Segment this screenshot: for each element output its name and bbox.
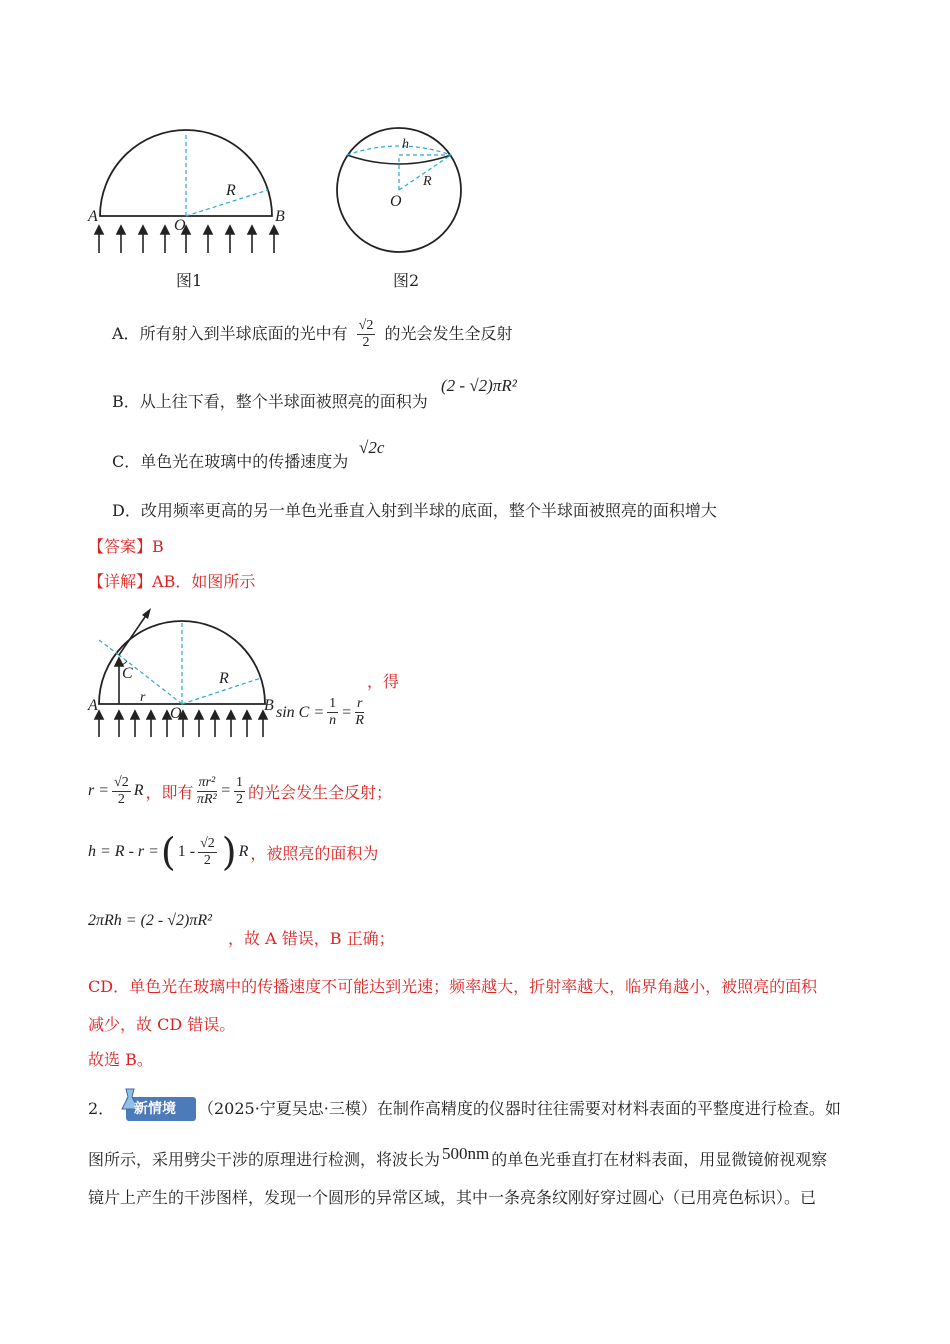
- option-text: 从上往下看，整个半球面被照亮的面积为: [139, 392, 428, 411]
- option-c-formula: √2c: [359, 438, 385, 457]
- fig2-label-h: h: [402, 137, 409, 152]
- area-text: ，故 A 错误，B 正确；: [228, 929, 395, 948]
- left-paren: (: [160, 830, 176, 874]
- r-text-2: 的光会发生全反射；: [247, 782, 392, 802]
- option-letter: D．: [112, 501, 141, 520]
- fig2-caption: 图2: [393, 271, 420, 290]
- answer-label: 【答案】: [88, 537, 153, 556]
- figure-1-hemisphere: [85, 125, 300, 260]
- fig1-caption: 图1: [176, 271, 203, 290]
- explanation-label: 【详解】: [88, 572, 153, 591]
- question-2-line-1: （2025·宁夏吴忠·三模）在制作高精度的仪器时往往需要对材料表面的平整度进行检查。如: [198, 1099, 841, 1118]
- fig3-label-a: A: [88, 697, 98, 714]
- fraction-numerator: √2: [200, 835, 215, 851]
- fig3-label-r-lower: r: [140, 690, 146, 705]
- fraction: [198, 836, 217, 869]
- fraction: [234, 775, 245, 808]
- h-inner: 1 -: [177, 843, 196, 860]
- fraction-denominator: 2: [203, 852, 211, 868]
- answer-value: B: [152, 537, 164, 556]
- cd-line-1: CD．单色光在玻璃中的传播速度不可能达到光速；频率越大，折射率越大，临界角越小，被照亮的面积: [88, 977, 818, 996]
- fraction: [355, 696, 364, 729]
- fraction: [357, 318, 376, 351]
- fig1-label-r: R: [226, 182, 236, 199]
- fig2-label-r: R: [423, 174, 432, 189]
- fraction-numerator: 1: [235, 774, 243, 790]
- question-2-line-3: 镜片上产生的干涉图样，发现一个圆形的异常区域，其中一条亮条纹刚好穿过圆心（已用亮色标识）。已: [88, 1188, 817, 1207]
- option-a: [112, 318, 512, 351]
- equals-sign: =: [341, 703, 352, 721]
- option-b: [112, 392, 428, 412]
- question-2-line-2a: 图所示，采用劈尖干涉的原理进行检测，将波长为: [88, 1150, 441, 1169]
- fraction-denominator: R: [355, 713, 364, 728]
- h-lhs: h = R - r =: [88, 843, 159, 860]
- question-2-line-2b: 的单色光垂直打在材料表面，用显微镜俯视观察: [491, 1150, 828, 1169]
- area-formula: 2πRh = (2 - √2)πR²: [88, 912, 212, 929]
- fraction: [112, 775, 131, 808]
- fraction: [327, 696, 338, 729]
- h-equation: [88, 826, 378, 878]
- sin-lhs: sin C =: [276, 703, 325, 721]
- option-text: 单色光在玻璃中的传播速度为: [140, 452, 349, 471]
- h-text: ，被照亮的面积为: [250, 843, 379, 863]
- answer-line: [88, 537, 164, 557]
- fig3-label-o: O: [170, 705, 182, 722]
- r-r: R: [133, 782, 144, 799]
- fraction-numerator: 1: [329, 696, 337, 711]
- r-equation: [88, 767, 392, 815]
- fig1-label-b: B: [275, 208, 285, 225]
- option-letter: C．: [112, 452, 141, 471]
- fraction-denominator: πR²: [196, 791, 217, 807]
- new-situation-badge: [118, 1087, 196, 1127]
- fraction: [197, 775, 218, 808]
- option-letter: A．: [112, 324, 140, 343]
- explanation-intro: [88, 572, 255, 592]
- wavelength: 500nm: [442, 1144, 490, 1163]
- option-letter: B．: [112, 392, 140, 411]
- badge-label: 新情境: [134, 1101, 176, 1117]
- sin-equation: [276, 696, 367, 729]
- area-equation: [88, 912, 212, 930]
- figure-3-ray-diagram: [85, 600, 280, 740]
- h-r: R: [238, 843, 249, 860]
- fraction-denominator: n: [329, 713, 337, 728]
- option-text: 改用频率更高的另一单色光垂直入射到半球的底面，整个半球面被照亮的面积增大: [140, 501, 717, 520]
- fraction-denominator: 2: [117, 791, 125, 807]
- explanation-intro-text: AB．如图所示: [152, 572, 256, 591]
- r-lhs: r =: [88, 782, 110, 799]
- de-text: ，得: [367, 672, 400, 691]
- fraction-numerator: πr²: [198, 774, 216, 790]
- option-text: 所有射入到半球底面的光中有: [139, 324, 348, 343]
- question-2-line-2: [88, 1144, 828, 1170]
- question-2-number: 2．: [88, 1099, 115, 1118]
- equals-sign: =: [220, 782, 231, 799]
- fig3-label-b: B: [264, 697, 274, 714]
- fraction-numerator: √2: [114, 774, 129, 790]
- r-text: ，即有: [145, 782, 194, 802]
- fraction-denominator: 2: [362, 335, 370, 350]
- fraction-numerator: r: [356, 696, 363, 711]
- fig1-label-a: A: [88, 208, 98, 225]
- cd-line-2: 减少，故 CD 错误。: [88, 1015, 236, 1034]
- conclusion: 故选 B。: [88, 1050, 153, 1069]
- fig3-label-c: C: [122, 665, 133, 682]
- figure-2-sphere: [330, 125, 470, 255]
- option-b-formula: (2 - √2)πR²: [441, 376, 517, 395]
- fig1-label-o: O: [174, 217, 186, 234]
- fig3-label-r-upper: R: [219, 670, 229, 687]
- option-c: [112, 452, 348, 472]
- fraction-numerator: √2: [358, 318, 374, 333]
- option-d: [112, 501, 717, 521]
- fig2-label-o: O: [390, 193, 402, 210]
- option-text-after: 的光会发生全反射: [384, 324, 513, 343]
- fraction-denominator: 2: [235, 791, 243, 807]
- right-paren: ): [221, 830, 237, 874]
